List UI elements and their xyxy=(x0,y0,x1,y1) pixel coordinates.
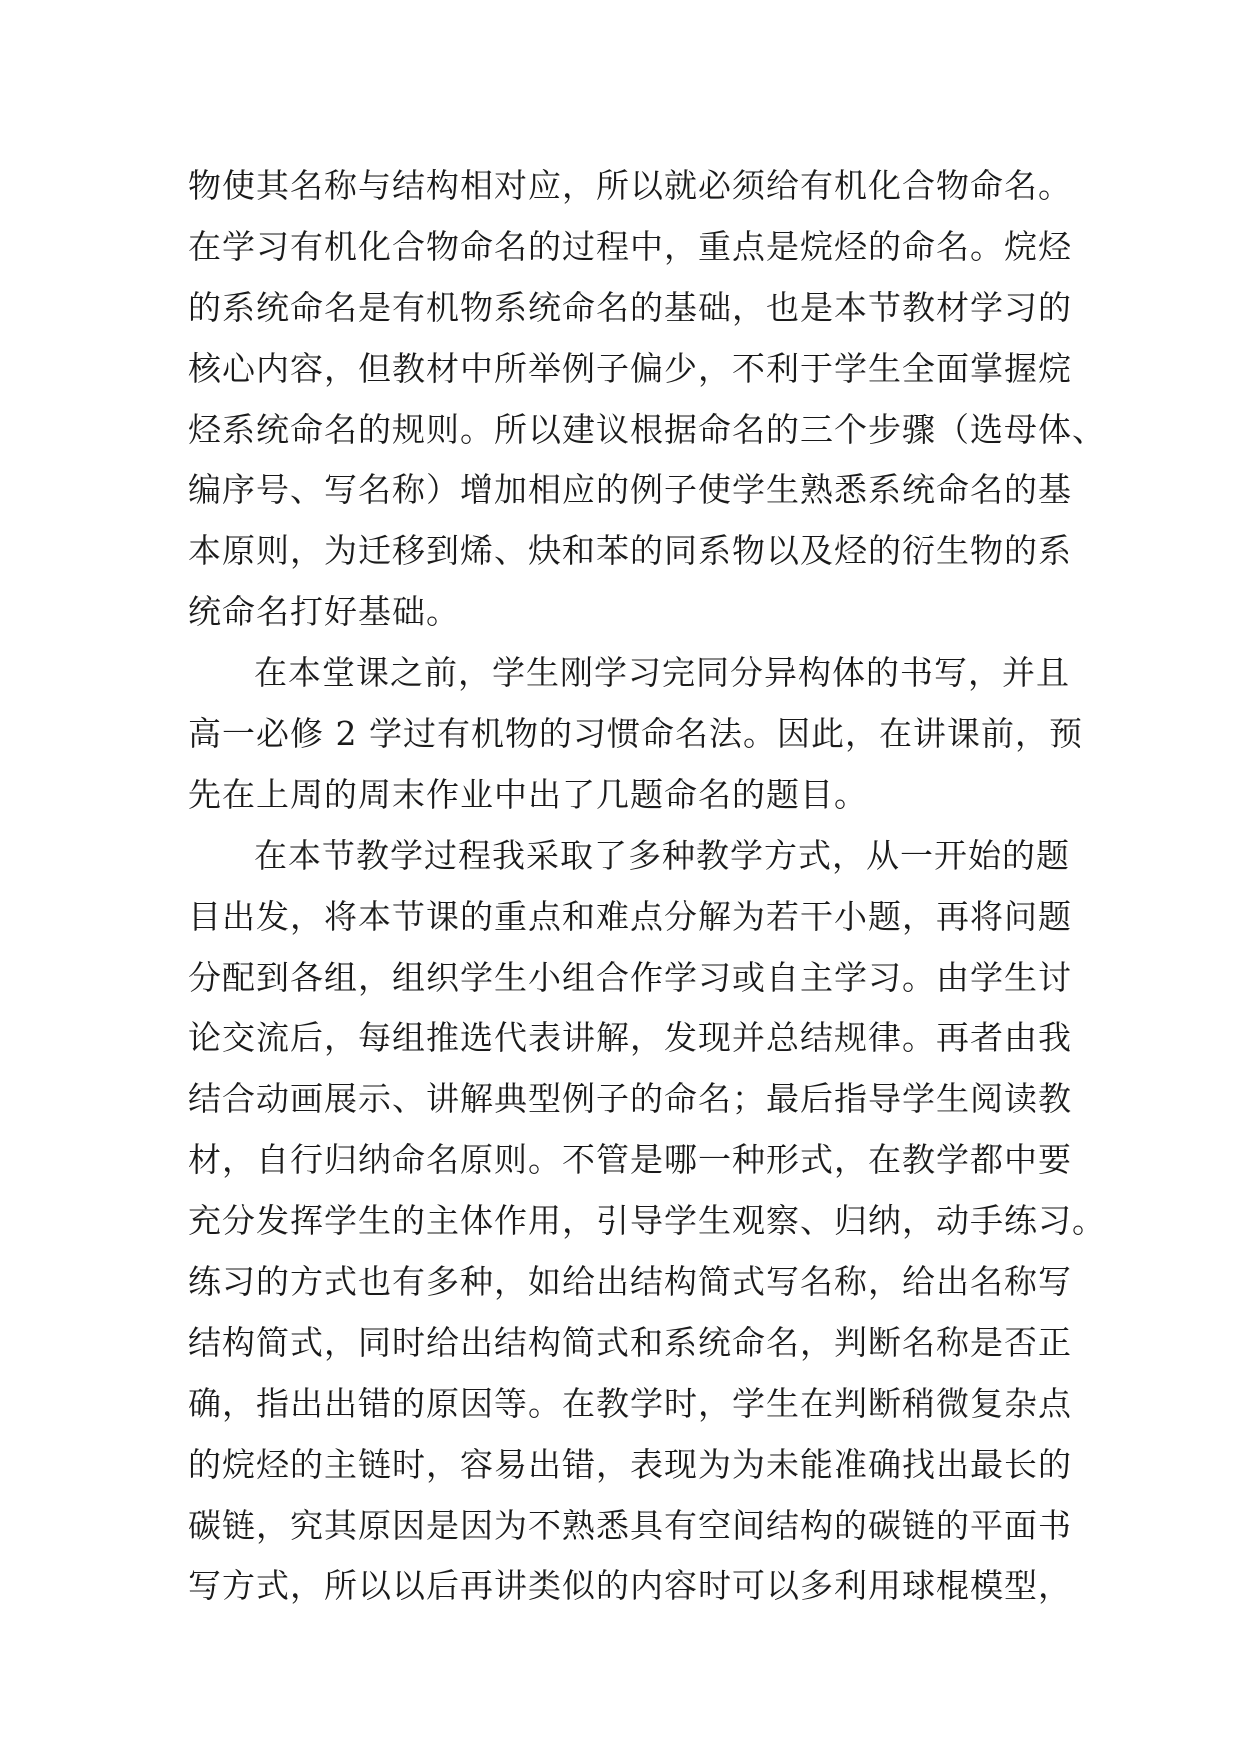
text-line: 练习的方式也有多种，如给出结构简式写名称，给出名称写 xyxy=(188,1262,1072,1302)
text-line: 在本堂课之前，学生刚学习完同分异构体的书写，并且 xyxy=(254,653,1070,693)
text-line: 高一必修 2 学过有机物的习惯命名法。因此，在讲课前，预 xyxy=(188,714,1083,754)
body-text xyxy=(188,156,1106,1617)
text-line: 写方式，所以以后再讲类似的内容时可以多利用球棍模型， xyxy=(188,1566,1072,1606)
text-line: 确，指出出错的原因等。在教学时，学生在判断稍微复杂点 xyxy=(188,1383,1072,1423)
text-line: 物使其名称与结构相对应，所以就必须给有机化合物命名。 xyxy=(188,166,1072,205)
text-line: 碳链，究其原因是因为不熟悉具有空间结构的碳链的平面书 xyxy=(188,1505,1072,1545)
text-line: 本原则，为迁移到烯、炔和苯的同系物以及烃的衍生物的系 xyxy=(188,531,1072,571)
text-line: 在本节教学过程我采取了多种教学方式，从一开始的题 xyxy=(254,835,1070,875)
text-line: 在学习有机化合物命名的过程中，重点是烷烃的命名。烷烃 xyxy=(188,226,1072,266)
text-line: 结合动画展示、讲解典型例子的命名；最后指导学生阅读教 xyxy=(188,1079,1072,1119)
text-line: 材，自行归纳命名原则。不管是哪一种形式，在教学都中要 xyxy=(188,1140,1072,1180)
text-line: 分配到各组，组织学生小组合作学习或自主学习。由学生讨 xyxy=(188,957,1072,997)
text-line: 先在上周的周末作业中出了几题命名的题目。 xyxy=(188,774,868,814)
text-line: 目出发，将本节课的重点和难点分解为若干小题，再将问题 xyxy=(188,896,1072,936)
text-line: 充分发挥学生的主体作用，引导学生观察、归纳，动手练习。 xyxy=(188,1201,1106,1241)
text-line: 结构简式，同时给出结构简式和系统命名，判断名称是否正 xyxy=(188,1322,1072,1362)
text-line: 的烷烃的主链时，容易出错，表现为为未能准确找出最长的 xyxy=(188,1444,1072,1484)
text-line: 编序号、写名称）增加相应的例子使学生熟悉系统命名的基 xyxy=(188,470,1072,510)
text-line: 烃系统命名的规则。所以建议根据命名的三个步骤（选母体、 xyxy=(188,409,1106,449)
text-line: 核心内容，但教材中所举例子偏少，不利于学生全面掌握烷 xyxy=(188,348,1072,388)
text-line: 论交流后，每组推选代表讲解，发现并总结规律。再者由我 xyxy=(188,1018,1072,1058)
text-line: 统命名打好基础。 xyxy=(188,592,460,632)
text-line: 的系统命名是有机物系统命名的基础，也是本节教材学习的 xyxy=(188,287,1072,327)
